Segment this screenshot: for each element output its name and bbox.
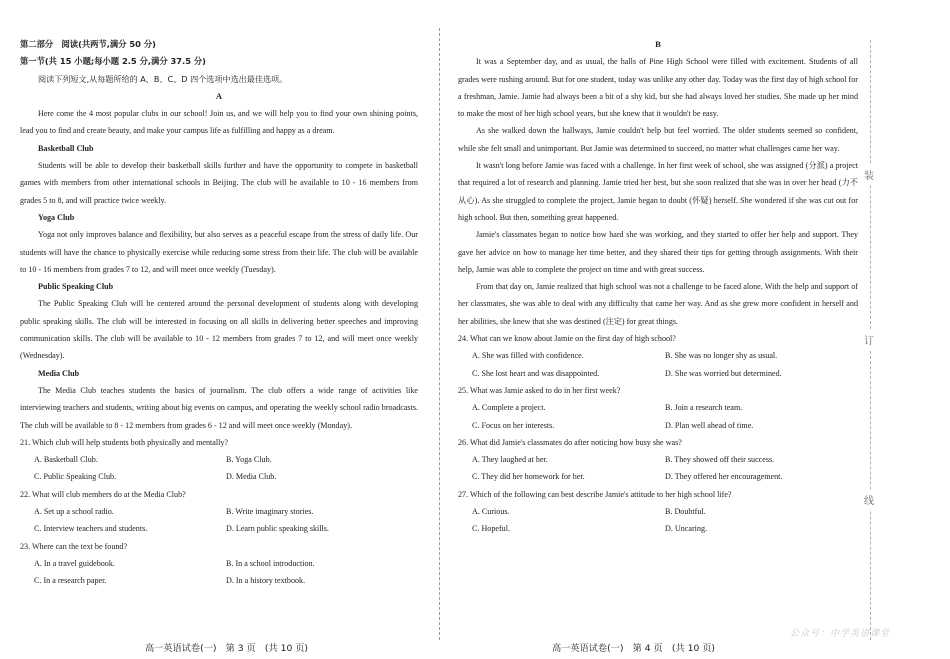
question-23: 23. Where can the text be found? — [20, 541, 128, 551]
option: C. Public Speaking Club. — [34, 472, 117, 482]
option: B. She was no longer shy as usual. — [665, 351, 778, 361]
option: A. She was filled with confidence. — [472, 351, 584, 361]
option: A. Basketball Club. — [34, 455, 98, 465]
question-25-options — [458, 399, 858, 434]
passage-b-paragraph: From that day on, Jamie realized that high school was not a challenge to be faced alone. With the help and support of her classmates, she was able to deal with any difficulty that came her way. And as she grew more confident in herself and her abilities, she knew that she was destined (注定) for great things. — [458, 282, 858, 326]
passage-b-paragraph: It wasn't long before Jamie was faced with a challenge. In her first week of school, she was assigned (分派) a project that required a lot of research and planning. Jamie tried her best, but she soon realized that she was in over her head (力不从心). As she struggled to complete the project, Jamie began to doubt (怀疑) herself. She wondered if she was cut out for high school. But then, something great happened. — [458, 161, 858, 222]
subsection-heading: 第一节(共 15 小题;每小题 2.5 分,满分 37.5 分) — [20, 56, 206, 67]
club-name-basketball: Basketball Club — [38, 143, 94, 153]
option: C. In a research paper. — [34, 576, 107, 586]
left-page-footer: 高一英语试卷(一) 第 3 页 (共 10 页) — [145, 643, 308, 654]
question-23-options — [20, 555, 418, 590]
option: D. Plan well ahead of time. — [665, 420, 754, 430]
passage-b-label: B — [655, 39, 661, 49]
club-name-public-speaking: Public Speaking Club — [38, 282, 114, 292]
club-text-yoga: Yoga not only improves balance and flexibility, but also serves as a peaceful escape from the stress of daily life. Our students will have the chance to physically exercise while reducing some stress from their life. The club will be available to 10 - 16 members from grades 7 to 12, and will meet once weekly (Tuesday). — [20, 230, 418, 274]
option: B. Write imaginary stories. — [226, 507, 314, 517]
watermark-text: 公众号：中学英语课堂 — [790, 629, 891, 639]
question-21-options — [20, 451, 418, 486]
passage-b-paragraph: It was a September day, and as usual, the halls of Pine High School were filled with excitement. Students of all grades were rushing around. But for one student, today was unlike any other day. Today was the first day of high school for a freshman, Jamie. Jamie had always been a bit of a shy kid, but she had always loved her studies. She made up her mind to make the most of her high school years, but she knew that it wouldn't be easy. — [458, 57, 858, 119]
question-24: 24. What can we know about Jamie on the first day of high school? — [458, 334, 676, 344]
option: D. Uncaring. — [665, 524, 708, 534]
passage-a-label: A — [215, 90, 223, 101]
option: A. In a travel guidebook. — [34, 558, 115, 568]
option: B. Doubtful. — [665, 507, 706, 517]
passage-b-paragraph: Jamie's classmates began to notice how hard she was working, and they started to offer her help and support. They gave her advice on how to manage her time better, and they shared their tips for getting through assignments. With their help, Jamie was able to complete the project on time and with great success. — [458, 230, 858, 274]
option: B. They showed off their success. — [665, 455, 775, 465]
option: C. Interview teachers and students. — [34, 524, 148, 534]
question-24-options — [458, 347, 858, 382]
option: D. Learn public speaking skills. — [226, 524, 329, 534]
option: D. She was worried but determined. — [665, 368, 782, 378]
page-divider — [439, 28, 440, 640]
instruction: 阅读下列短文,从每题所给的 A、B、C、D 四个选项中选出最佳选项。 — [38, 73, 288, 84]
option: C. They did her homework for her. — [472, 472, 585, 482]
club-name-media: Media Club — [38, 368, 80, 378]
binding-mark: 装 — [864, 165, 874, 184]
option: B. In a school introduction. — [226, 558, 315, 568]
option: A. Curious. — [472, 507, 510, 517]
option: B. Yoga Club. — [226, 455, 272, 465]
option: D. Media Club. — [226, 472, 277, 482]
option: C. Focus on her interests. — [472, 420, 555, 430]
question-22-options — [20, 503, 418, 538]
passage-b-paragraph: As she walked down the hallways, Jamie couldn't help but feel worried. The older students seemed so confident, while she felt small and unimportant. But Jamie was determined to succeed, no matter what challenges came her way. — [458, 126, 858, 153]
question-22: 22. What will club members do at the Media Club? — [20, 489, 186, 499]
question-27: 27. Which of the following can best describe Jamie's attitude to her high school life? — [458, 489, 732, 499]
club-text-media: The Media Club teaches students the basics of journalism. The club offers a wide range of activities like interviewing teachers and students, writing about big events on campus, and operating the weekly school radio broadcasts. The club will be available to 8 - 12 members from grades 6 - 12 and will meet once weekly (Monday). — [20, 385, 418, 430]
passage-a-intro: Here come the 4 most popular clubs in our school! Join us, and we will help you to find your own shining points, lead you to find and create beauty, and make your campus life as fulfilling and happy as a dream. — [20, 109, 418, 136]
option: C. Hopeful. — [472, 524, 510, 534]
binding-mark: 订 — [864, 330, 874, 349]
question-25: 25. What was Jamie asked to do in her first week? — [458, 385, 621, 395]
right-page — [458, 0, 858, 538]
option: A. Complete a project. — [472, 403, 546, 413]
question-21: 21. Which club will help students both physically and mentally? — [20, 437, 229, 447]
option: D. In a history textbook. — [226, 576, 306, 586]
right-page-footer: 高一英语试卷(一) 第 4 页 (共 10 页) — [552, 643, 715, 654]
option: D. They offered her encouragement. — [665, 472, 783, 482]
binding-mark: 线 — [864, 490, 874, 509]
question-26-options — [458, 451, 858, 486]
section-heading: 第二部分 阅读(共两节,满分 50 分) — [20, 39, 156, 49]
club-name-yoga: Yoga Club — [38, 212, 75, 222]
option: C. She lost heart and was disappointed. — [472, 368, 600, 378]
option: A. They laughed at her. — [472, 455, 548, 465]
question-27-options — [458, 503, 858, 538]
option: A. Set up a school radio. — [34, 507, 114, 517]
club-text-basketball: Students will be able to develop their basketball skills further and have the opportunity to compete in basketball games with members from other international schools in Beijing. The club will be available to 10 - 16 members from grades 5 to 8, and will practice twice weekly. — [20, 161, 418, 205]
question-26: 26. What did Jamie's classmates do after noticing how busy she was? — [458, 437, 682, 447]
option: B. Join a research team. — [665, 403, 743, 413]
left-page — [20, 0, 418, 590]
club-text-public-speaking: The Public Speaking Club will be centered around the personal development of students along with developing public speaking skills. The club will be interested in focusing on all skills in delivering better speeches and improving communication skills. The club will be available to 10 - 12 members from grades 7 to 12, and will meet once weekly (Wednesday). — [20, 299, 418, 361]
